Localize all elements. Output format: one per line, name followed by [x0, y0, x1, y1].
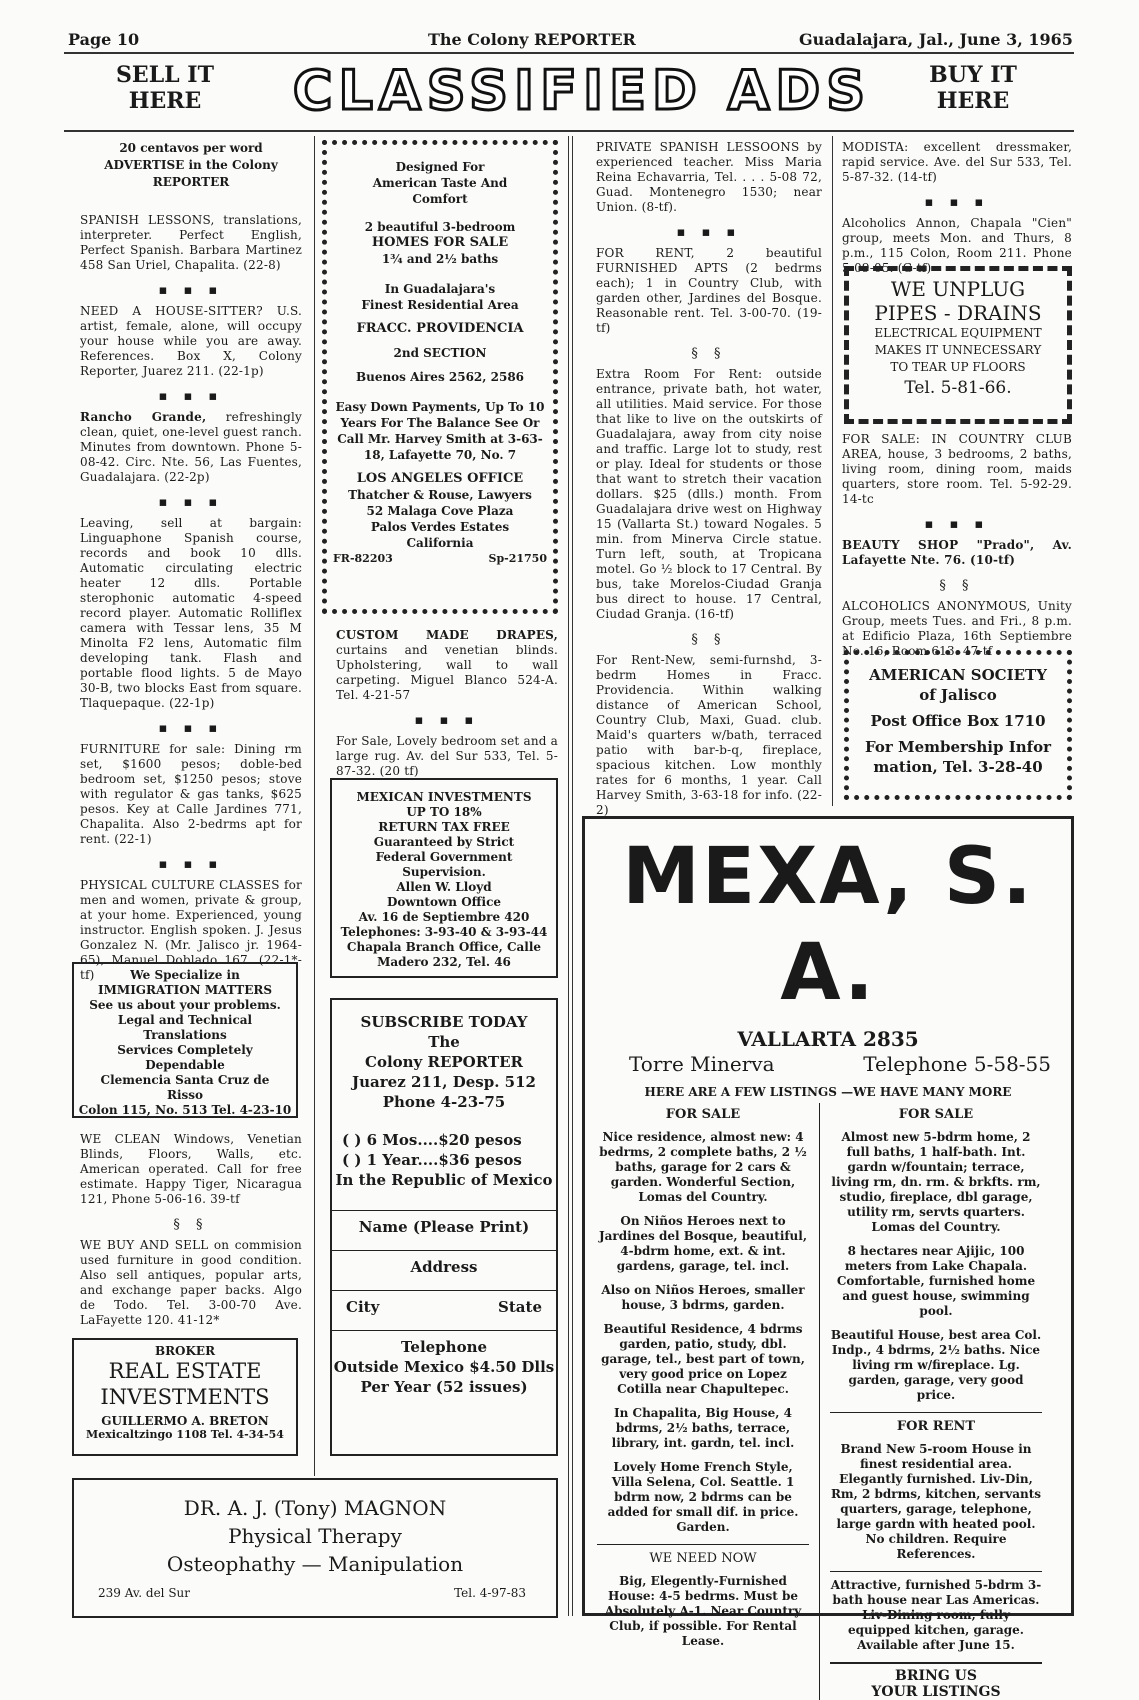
header-rule [64, 52, 1074, 54]
homes-codes [333, 551, 547, 567]
listing: Also on Niños Heroes, smaller house, 3 bdrms, garden. [601, 1283, 805, 1312]
name-field[interactable] [332, 1210, 556, 1250]
telephone-field[interactable] [332, 1330, 556, 1357]
paper-name: The Colony REPORTER [428, 30, 636, 49]
buy-line-2: HERE [936, 88, 1010, 114]
broker-line: GUILLERMO A. BRETON [101, 1414, 269, 1428]
homes-line: California [406, 536, 474, 550]
code-right: Sp-21750 [488, 552, 547, 565]
unplug-line: TO TEAR UP FLOORS [890, 360, 1026, 374]
magnon-footer [74, 1578, 556, 1600]
unplug-line: ELECTRICAL EQUIPMENT [874, 326, 1042, 340]
mexinv-line: MEXICAN INVESTMENTS [356, 790, 532, 804]
immigration-line: Services Completely [117, 1043, 253, 1057]
separator: ▪ ▪ ▪ [158, 857, 224, 872]
listing: Beautiful House, best area Col. Indp., 4 bdrms, 2½ baths. Nice living rm w/fireplace. Lg. garden, garage, very good price. [830, 1328, 1042, 1402]
drapes-lead: CUSTOM MADE DRAPES, [336, 628, 558, 642]
column-4 [842, 140, 1072, 286]
sell-line-1: SELL IT [116, 62, 214, 88]
homes-line: Finest Residential Area [361, 298, 519, 312]
immigration-line: Legal and Technical [117, 1013, 253, 1027]
homes-line: 1¾ and 2½ baths [381, 252, 499, 266]
telephone-label: Telephone [400, 1338, 488, 1356]
classified-ad [336, 628, 558, 703]
col-rule-2 [568, 136, 569, 1616]
homes-line: 52 Malaga Cove Plaza [366, 504, 514, 518]
classified-ad: For Rent-New, semi-furnshd, 3-bedrm Homes in Fracc. Providencia. Within walking distance of American School, Country Club, Maxi, Guad. club. Maid's quarters w/bath, terraced patio with bar-b-q, fireplace, spacious kitchen. Low monthly rates for 6 months, 1 year. Call Harvey Smith, 3-63-18 for info. (22-2) [596, 653, 822, 817]
listing: Big, Elegently-Furnished House: 4-5 bedrms. Must be Absolutely A-1. Near Country Club, if possible. For Rental Lease. [604, 1574, 802, 1648]
mexa-bring-line: BRING US [895, 1668, 977, 1684]
mexinv-line: Downtown Office [386, 895, 502, 909]
homes-line: Designed For [395, 160, 485, 174]
sell-line-2: HERE [128, 88, 202, 114]
unplug-line: MAKES IT UNNECESSARY [874, 343, 1042, 357]
subscribe-line: Outside Mexico $4.50 Dlls [333, 1358, 555, 1376]
subscribe-line: Juarez 211, Desp. 512 [352, 1073, 536, 1091]
buy-line-1: BUY IT [929, 62, 1017, 88]
homes-line: Comfort [412, 192, 468, 206]
mexa-rent-heading: FOR RENT [830, 1412, 1042, 1434]
magnon-line: Physical Therapy [228, 1524, 402, 1548]
state-label: State [498, 1298, 542, 1316]
immigration-line: See us about your problems. [89, 998, 281, 1012]
col-rule-2b [572, 136, 573, 1616]
mexa-sale-heading: FOR SALE [898, 1107, 974, 1122]
homes-line: HOMES FOR SALE [371, 235, 509, 250]
broker-ad [72, 1338, 298, 1456]
mexinv-line: Madero 232, Tel. 46 [377, 955, 511, 969]
address-field[interactable] [332, 1250, 556, 1290]
unplug-drains-ad [844, 266, 1072, 424]
homes-line: FRACC. PROVIDENCIA [356, 321, 524, 336]
mexa-right-column [820, 1103, 1042, 1700]
mexinv-line: Allen W. Lloyd [396, 880, 492, 894]
separator: ▪ ▪ ▪ [924, 195, 990, 210]
separator: ▪ ▪ ▪ [158, 721, 224, 736]
mexinv-line: Supervision. [402, 865, 486, 879]
classified-ad: PRIVATE SPANISH LESSOONS by experienced teacher. Miss Maria Reina Echavarria, Tel. . . . 5-08 72, Guad. Montenegro 1530; near Union. (8-tf). [596, 140, 822, 214]
mexinv-line: Telephones: 3-93-40 & 3-93-44 [340, 925, 548, 939]
immigration-ad [72, 962, 298, 1118]
magnon-phone: Tel. 4-97-83 [454, 1586, 526, 1600]
listing: Nice residence, almost new: 4 bedrms, 2 complete baths, 2 ½ baths, garage for 2 cars & garden. Wonderful Section, Lomas del Country. [599, 1130, 807, 1204]
classified-ad: WE BUY AND SELL on commision used furniture in good condition. Also sell antiques, popular arts, and exchange paper backs. Algo de Todo. Tel. 3-00-70 Ave. LaFayette 120. 41-12* [80, 1238, 302, 1327]
unplug-line: PIPES - DRAINS [874, 301, 1042, 325]
rancho-text: refreshingly clean, quiet, one-level guest ranch. Minutes from downtown. Phone 5-08-42. Circ. Nte. 56, Las Fuentes, Guadalajara. (22-2p) [80, 410, 302, 484]
sell-it-here [110, 62, 220, 114]
classified-ad: FOR RENT, 2 beautiful FURNISHED APTS (2 bedrms each); 1 in Country Club, with garden other, Jardines del Bosque. Reasonable rent. Tel. 3-00-70. (19-tf) [596, 246, 822, 335]
unplug-line: WE UNPLUG [890, 277, 1026, 301]
listing: 8 hectares near Ajijic, 100 meters from Lake Chapala. Comfortable, furnished home and guest house, swimming pool. [836, 1244, 1036, 1318]
homes-line: Buenos Aires 2562, 2586 [355, 370, 525, 384]
society-line: AMERICAN SOCIETY [869, 666, 1047, 684]
magnon-name: DR. A. J. (Tony) MAGNON [183, 1496, 447, 1520]
immigration-line: We Specialize in [130, 968, 240, 982]
listing: In Chapalita, Big House, 4 bdrms, 2½ baths, terrace, library, int. gardn, tel. incl. [611, 1406, 795, 1450]
listing: Almost new 5-bdrm home, 2 full baths, 1 half-bath. Int. gardn w/fountain; terrace, living rm, dn. rm. & brkfts. rm, studio, fireplace, dbl garage, utility rm, servts quarters. Lomas del Country. [831, 1130, 1041, 1234]
mexinv-line: Guaranteed by Strict [373, 835, 515, 849]
homes-line: 2 beautiful 3-bedroom [364, 220, 516, 234]
classified-ads-banner: CLASSIFIED ADS [292, 59, 872, 122]
separator: ▪ ▪ ▪ [924, 517, 990, 532]
homes-for-sale-ad [322, 140, 558, 614]
mexa-bring [830, 1662, 1042, 1700]
rancho-lead: Rancho Grande, [80, 410, 207, 424]
american-society-ad [844, 650, 1072, 800]
separator: § § [691, 632, 727, 647]
mexinv-line: Av. 16 de Septiembre 420 [358, 910, 530, 924]
separator: ▪ ▪ ▪ [158, 283, 224, 298]
classified-ad: NEED A HOUSE-SITTER? U.S. artist, female, alone, will occupy your house while you are away. References. Box X, Colony Reporter, Juarez 211. (22-1p) [80, 304, 302, 378]
mexa-street: VALLARTA 2835 [737, 1027, 919, 1051]
homes-line: 2nd SECTION [393, 346, 487, 360]
subscribe-line: In the Republic of Mexico [335, 1171, 553, 1189]
buy-it-here [918, 62, 1028, 114]
mexa-tagline: HERE ARE A FEW LISTINGS —WE HAVE MANY MORE [644, 1085, 1012, 1099]
immigration-line: IMMIGRATION MATTERS [98, 983, 272, 997]
subscribe-option-6mos[interactable]: ( ) 6 Mos....$20 pesos [342, 1131, 522, 1149]
mexinv-line: UP TO 18% [406, 805, 482, 819]
mexa-ad [582, 816, 1074, 1700]
listing: Lovely Home French Style, Villa Selena, Col. Seattle. 1 bdrm now, 2 bdrms can be added for small dif. in price. Garden. [607, 1460, 799, 1534]
mexa-left-column [597, 1103, 819, 1700]
header-bottom-rule [64, 130, 1074, 132]
society-line: For Membership Infor [865, 738, 1051, 756]
mexa-sub [585, 1051, 1071, 1077]
classified-ad: For Sale, Lovely bedroom set and a large rug. Av. del Sur 533, Tel. 5-87-32. (20 tf) [336, 734, 558, 778]
mexa-tower: Torre Minerva [629, 1052, 775, 1076]
magnon-line: Osteophathy — Manipulation [166, 1552, 464, 1576]
classified-ad: WE CLEAN Windows, Venetian Blinds, Floors, Walls, etc. American operated. Call for free estimate. Happy Tiger, Nicaragua 121, Phone 5-06-16. 39-tf [80, 1132, 302, 1206]
listing: Brand New 5-room House in finest residential area. Elegantly furnished. Liv-Din, Rm, 2 bdrms, kitchen, servants quarters, garage, telephone, large gardn with heated pool. No children. Require References. [830, 1442, 1042, 1561]
subscribe-line: Colony REPORTER [365, 1053, 523, 1071]
homes-line: In Guadalajara's [384, 282, 496, 296]
separator: ▪ ▪ ▪ [414, 713, 480, 728]
classified-ad: FURNITURE for sale: Dining rm set, $1600 pesos; doble-bed bedroom set, $1250 pesos; stove with regulator & gas tanks, $625 pesos. Key at Calle Jardines 771, Chapalita. Also 2-bedrms apt for rent. (22-1) [80, 742, 302, 846]
broker-line: REAL ESTATE [108, 1359, 262, 1383]
subscribe-line: The [428, 1033, 460, 1051]
separator: § § [939, 578, 975, 593]
homes-line: American Taste And [372, 176, 508, 190]
subscribe-option-1year[interactable]: ( ) 1 Year....$36 pesos [342, 1151, 522, 1169]
classified-ad: PHYSICAL CULTURE CLASSES for men and women, private & group, at your home. Experienced, young instructor. English spoken. J. Jesus Gonzalez N. (Mr. Jalisco jr. 1964-65), Manuel Doblado 167. (22-1*-tf) [80, 878, 302, 982]
classified-ad: BEAUTY SHOP "Prado", Av. Lafayette Nte. 76. (10-tf) [842, 538, 1072, 567]
classified-ad: SPANISH LESSONS, translations, interpreter. Perfect English, Perfect Spanish. Barbara Martinez 458 San Uriel, Chapalita. (22-8) [80, 213, 302, 272]
immigration-line: Translations [143, 1028, 227, 1042]
immigration-line: Clemencia Santa Cruz de [100, 1073, 270, 1087]
classified-ad: FOR SALE: IN COUNTRY CLUB AREA, house, 3 bedrooms, 2 baths, living room, dining room, maids quarters, store room. Tel. 5-92-29. 14-tc [842, 432, 1072, 506]
classified-ad: Alcoholics Annon, Chapala "Cien" group, meets Mon. and Thurs, 8 p.m., 115 Colon, Room 211. Phone 5-09-05. (G-tf) [842, 216, 1072, 275]
column-1-lower [80, 1132, 302, 1338]
homes-line: Thatcher & Rouse, Lawyers [348, 488, 532, 502]
column-3 [596, 140, 822, 828]
mexa-phone: Telephone 5-58-55 [863, 1052, 1051, 1076]
mexinv-line: RETURN TAX FREE [378, 820, 510, 834]
classified-ad: Extra Room For Rent: outside entrance, private bath, hot water, all utilities. Maid service. For those that like to live on the outskirts of Guadalajara, away from city noise and traffic. Large lot to study, rest or play. Ideal for students or those that want to stretch their vacation dollars. $25 (dlls.) month. From Guadalajara drive west on Highway 15 (Vallarta St.) toward Nogales. 5 min. from Minerva Circle statue. Turn left, south, at Tropicana motel. Go ½ block to 17 Central. By bus, take Morelos-Ciudad Granja bus direct to house. 17 Central, Ciudad Granja. (16-tf) [596, 367, 822, 621]
col-rule-1 [314, 136, 315, 1476]
classified-ad: MODISTA: excellent dressmaker, rapid service. Ave. del Sur 533, Tel. 5-87-32. (14-tf) [842, 140, 1072, 184]
homes-line: Palos Verdes Estates [370, 520, 510, 534]
column-2-ads [336, 628, 558, 789]
page-number: Page 10 [68, 30, 140, 49]
broker-line: BROKER [154, 1344, 216, 1358]
society-line: Post Office Box 1710 [870, 712, 1046, 730]
unplug-line: Tel. 5-81-66. [904, 378, 1012, 398]
magnon-address: 239 Av. del Sur [98, 1586, 191, 1600]
broker-line: Mexicaltzingo 1108 Tel. 4-34-54 [86, 1428, 284, 1441]
separator: ▪ ▪ ▪ [676, 225, 742, 240]
mexinv-line: Chapala Branch Office, Calle [346, 940, 542, 954]
listing: On Niños Heroes next to Jardines del Bosque, beautiful, 4-bdrm home, ext. & int. gardens, garage, tel. incl. [598, 1214, 808, 1273]
society-line: of Jalisco [919, 686, 997, 704]
address-label: Address [410, 1258, 478, 1276]
magnon-ad [72, 1478, 558, 1618]
mexa-bring-line: YOUR LISTINGS [871, 1684, 1001, 1700]
subscribe-line: Phone 4-23-75 [382, 1093, 506, 1111]
separator: § § [173, 1217, 209, 1232]
homes-line: Easy Down Payments, Up To 10 Years For The Balance See Or Call Mr. Harvey Smith at 3-63-18, Lafayette 70, No. 7 [335, 400, 545, 462]
name-label: Name (Please Print) [358, 1218, 530, 1236]
separator: ▪ ▪ ▪ [158, 495, 224, 510]
immigration-line: Colon 115, No. 513 Tel. 4-23-10 [78, 1103, 292, 1117]
column-4-lower [842, 432, 1072, 669]
immigration-line: Dependable [145, 1058, 225, 1072]
subscribe-line: SUBSCRIBE TODAY [360, 1013, 528, 1031]
drapes-text: curtains and venetian blinds. Upholstering, wall to wall carpeting. Miguel Blanco 524-A. Tel. 4-21-57 [336, 643, 558, 702]
mexa-columns [585, 1103, 1071, 1700]
classified-ad: Leaving, sell at bargain: Linguaphone Spanish course, records and book 10 dlls. Automatic circulating electric heater 12 dlls. Portable sterophonic automatic 4-speed record player. Automatic Rolliflex camera with Tessar lens, 35 M Minolta F2 lens, Automatic film developing tank. Flash and portable flood lights. 5 de Mayo 30-B, two blocks East from square. Tlaquepaque. (22-1p) [80, 516, 302, 710]
separator: ▪ ▪ ▪ [158, 389, 224, 404]
mexican-investments-ad [330, 778, 558, 978]
city-label: City [346, 1298, 380, 1316]
listing: Beautiful Residence, 4 bdrms garden, patio, study, dbl. garage, tel., best part of town, very good price on Lopez Cotilla near Chapultepec. [601, 1322, 805, 1396]
subscribe-line: Per Year (52 issues) [360, 1378, 528, 1396]
mexinv-line: Federal Government [375, 850, 513, 864]
classified-ad [80, 410, 302, 485]
city-state-field[interactable] [332, 1290, 556, 1330]
mexa-title: MEXA, S. A. [622, 832, 1034, 1018]
separator: § § [691, 346, 727, 361]
dateline: Guadalajara, Jal., June 3, 1965 [799, 30, 1073, 49]
rates-notice: 20 centavos per word ADVERTISE in the Colony REPORTER [104, 141, 278, 189]
mexa-sale-heading: FOR SALE [665, 1107, 741, 1122]
homes-line: LOS ANGELES OFFICE [356, 471, 524, 486]
listing: Attractive, furnished 5-bdrm 3-bath house near Las Americas. Liv-Dining room, fully equipped kitchen, garage. Available after June 15. [830, 1571, 1042, 1653]
col-rule-3 [832, 136, 833, 806]
column-1 [80, 140, 302, 993]
society-line: mation, Tel. 3-28-40 [873, 758, 1043, 776]
mexa-need-heading: WE NEED NOW [597, 1544, 809, 1566]
classified-ad: ALCOHOLICS ANONYMOUS, Unity Group, meets Tues. and Fri., 8 p.m. at Edificio Plaza, 16th Septiembre No. 16, Room 613. 47-tf [842, 599, 1072, 658]
subscribe-form [330, 998, 558, 1456]
immigration-line: Risso [166, 1088, 204, 1102]
code-left: FR-82203 [333, 552, 393, 565]
broker-line: INVESTMENTS [100, 1385, 270, 1409]
